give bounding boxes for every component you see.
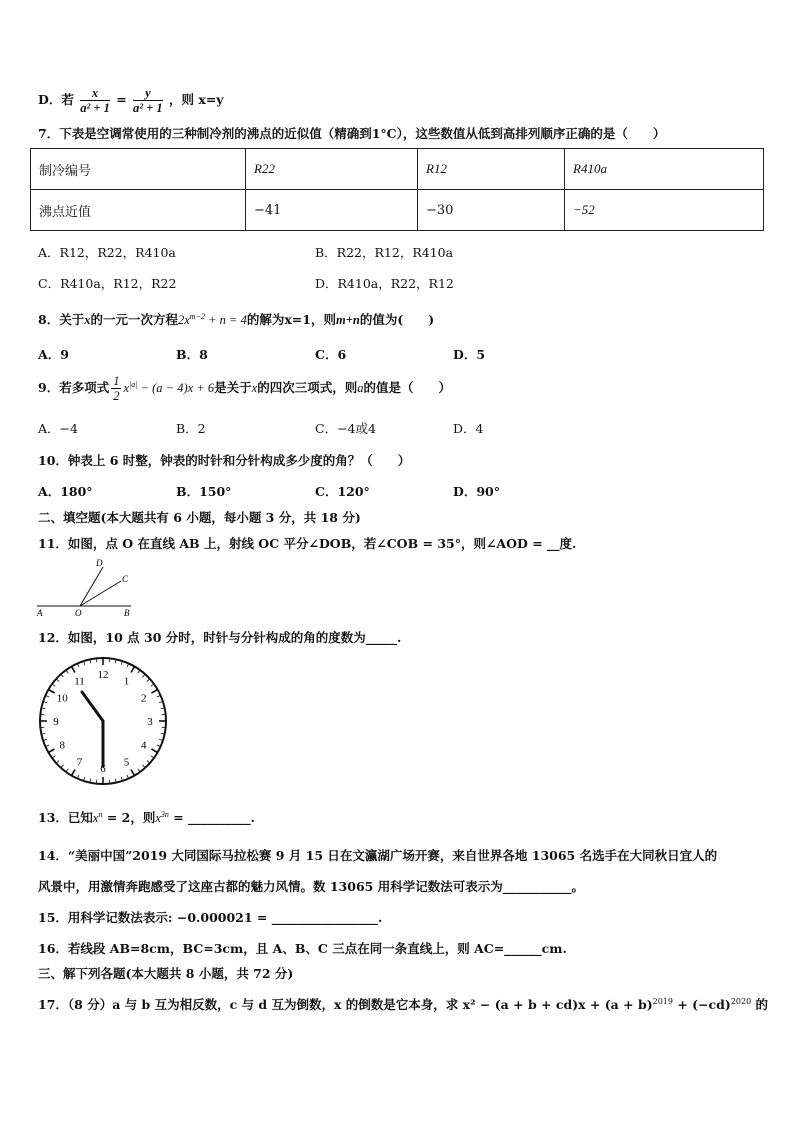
q16-stem: 16．若线段 AB=8cm，BC=3cm，且 A、B、C 三点在同一条直线上，则 AC=______cm. — [38, 941, 567, 956]
q9-option-a: A．−4 — [38, 421, 78, 436]
clock-number: 7 — [76, 756, 83, 769]
clock-number: 1 — [123, 675, 130, 688]
q9-var-x: x — [251, 381, 258, 395]
table-cell: −30 — [418, 190, 565, 231]
q8-option-c: C．6 — [315, 347, 347, 362]
clock-tick — [151, 756, 154, 758]
clock-tick — [56, 760, 59, 763]
q7-stem: 7．下表是空调常使用的三种制冷剂的沸点的近似值（精确到1°C），这些数值从低到高排列顺序正确的是（ ） — [38, 126, 666, 141]
q13-expr2: $x^{3n}$ — [155, 809, 169, 825]
option-d-prefix: D．若 — [38, 92, 74, 107]
clock-tick — [131, 769, 135, 775]
clock-number: 12 — [97, 669, 109, 681]
table-cell: −52 — [565, 190, 764, 231]
table-cell: 制冷编号 — [31, 149, 246, 190]
clock-number: 3 — [147, 716, 153, 728]
q8-equation: $2x^{m-2} + n = 4$ — [177, 311, 247, 327]
q15-stem: 15．用科学记数法表示: −0.000021 = _________________. — [38, 910, 383, 925]
label-a: A — [37, 608, 43, 618]
q11-angle-diagram — [34, 556, 144, 618]
table-row — [31, 190, 764, 231]
clock-tick — [151, 690, 157, 694]
q8-text-d: ，则 — [310, 312, 336, 327]
q9-text-d: 的值是（ ） — [363, 380, 451, 395]
clock-tick — [66, 769, 68, 772]
table-row — [31, 149, 764, 190]
clock-number: 4 — [140, 739, 147, 752]
option-d-line — [38, 86, 224, 115]
clock-tick — [66, 670, 68, 673]
clock-tick — [151, 749, 157, 753]
q9-text-a: 9．若多项式 — [38, 380, 110, 395]
clock-tick — [72, 769, 76, 775]
clock-number: 5 — [123, 756, 130, 769]
table-cell: R410a — [565, 149, 764, 190]
equals-sign: = — [116, 92, 127, 107]
clock-tick — [147, 679, 150, 682]
q17-stem: 17．（8 分）a 与 b 互为相反数，c 与 d 互为倒数，x 的倒数是它本身，求 $x^2 - (a + b + cd)x + (a + b)^{2019} + (-cd)^{2020}$ 的 — [38, 996, 769, 1012]
q7-option-a: A．R12，R22，R410a — [38, 245, 176, 260]
q9-text-b: 是关于 — [214, 380, 252, 395]
q8-option-a: A．9 — [38, 347, 69, 362]
label-b: B — [124, 608, 130, 618]
q14-line1: 14．“美丽中国”2019 大同国际马拉松赛 9 月 15 日在文瀛湖广场开赛，来自世界各地 13065 名选手在大同秋日宜人的 — [38, 848, 718, 863]
clock-tick — [61, 765, 64, 768]
clock-number: 9 — [53, 716, 59, 728]
q8-var-x: x — [84, 313, 91, 327]
q7-option-d: D．R410a，R22，R12 — [315, 276, 454, 291]
label-c: C — [122, 574, 129, 584]
clock-tick — [138, 769, 140, 772]
table-cell: 沸点近值 — [31, 190, 246, 231]
q13-expr1: $x^n$ — [92, 809, 103, 825]
q9-text-c: 的四次三项式，则 — [257, 380, 358, 395]
fraction-x: $\frac{x}{\text{a² + 1}}$ — [80, 86, 110, 115]
clock-tick — [131, 666, 135, 672]
clock-tick — [52, 684, 55, 686]
q8-text-a: 8．关于 — [38, 312, 85, 327]
clock-tick — [48, 749, 54, 753]
q7-option-b: B．R22，R12，R410a — [315, 245, 454, 260]
q8-option-b: B．8 — [176, 347, 208, 362]
q9-half: $\frac{1}{2}$ — [113, 374, 120, 403]
q8-text-e: 的值为( ) — [359, 312, 435, 327]
section-2-heading: 二、填空题(本大题共有 6 小题，每小题 3 分，共 18 分) — [38, 510, 361, 525]
q8-text-c: 的解为 — [246, 312, 285, 327]
clock-number: 2 — [140, 692, 147, 705]
clock-tick — [142, 765, 145, 768]
option-d-suffix: ，则 x=y — [169, 92, 224, 107]
q12-stem: 12．如图，10 点 30 分时，时针与分针构成的角的度数为_____. — [38, 630, 402, 645]
clock-diagram — [38, 656, 168, 786]
table-cell: R22 — [246, 149, 418, 190]
clock-tick — [151, 684, 154, 686]
q8-stem — [38, 310, 434, 328]
q9-option-d: D．4 — [453, 421, 484, 436]
clock-tick — [138, 670, 140, 673]
clock-number: 10 — [56, 692, 68, 705]
q10-option-b: B．150° — [176, 484, 232, 499]
hour-hand — [82, 692, 103, 721]
q10-stem: 10．钟表上 6 时整，钟表的时针和分针构成多少度的角？（ ） — [38, 453, 411, 468]
ray-oc — [80, 581, 121, 606]
label-o: O — [75, 608, 82, 618]
table-cell: −41 — [246, 190, 418, 231]
clock-tick — [61, 674, 64, 677]
clock-tick — [52, 756, 55, 758]
clock-tick — [142, 674, 145, 677]
q7-table — [30, 148, 764, 231]
label-d: D — [96, 558, 103, 568]
q14-line2: 风景中，用激情奔跑感受了这座古都的魅力风情。数 13065 用科学记数法可表示为___________。 — [38, 879, 584, 894]
clock-number: 6 — [100, 763, 106, 775]
ray-od — [80, 567, 103, 606]
q9-option-c: C．−4或4 — [315, 421, 376, 436]
clock-tick — [48, 690, 54, 694]
q8-option-d: D．5 — [453, 347, 486, 362]
table-cell: R12 — [418, 149, 565, 190]
q11-stem: 11．如图，点 O 在直线 AB 上，射线 OC 平分∠DOB，若∠COB = 35°，则∠AOD = __度. — [38, 536, 577, 551]
q9-polynomial: $x^{|a|} - (a - 4)x + 6$ — [123, 379, 215, 395]
q9-option-b: B．2 — [176, 421, 206, 436]
q8-text-b: 的一元一次方程 — [90, 312, 178, 327]
q9-stem — [38, 374, 451, 403]
clock-tick — [147, 760, 150, 763]
q8-mn: m+n — [336, 313, 360, 327]
q8-solution: x=1 — [284, 312, 311, 327]
clock-number: 11 — [74, 675, 85, 688]
clock-tick — [72, 666, 76, 672]
q9-var-a: a — [357, 381, 364, 395]
q10-option-a: A．180° — [38, 484, 93, 499]
section-3-heading: 三、解下列各题(本大题共 8 小题，共 72 分) — [38, 966, 294, 981]
q13-stem: 13．已知$x^n = 2$，则$x^{3n}$ = __________. — [38, 809, 255, 825]
clock-number: 8 — [59, 739, 66, 752]
q10-option-d: D．90° — [453, 484, 500, 499]
clock-tick — [56, 679, 59, 682]
q7-option-c: C．R410a，R12，R22 — [38, 276, 177, 291]
q10-option-c: C．120° — [315, 484, 370, 499]
fraction-y: $\frac{y}{\text{a² + 1}}$ — [133, 86, 163, 115]
